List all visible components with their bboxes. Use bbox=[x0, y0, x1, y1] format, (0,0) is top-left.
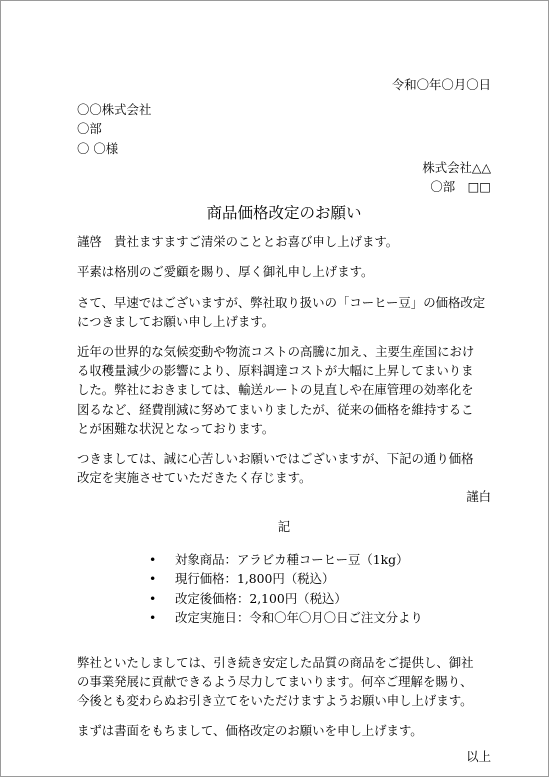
recipient-person: 〇 〇様 bbox=[77, 140, 119, 156]
letter-title: 商品価格改定のお願い bbox=[206, 204, 362, 223]
recipient-company: 〇〇株式会社 bbox=[77, 102, 152, 118]
list-item: • 改定実施日：令和〇年〇月〇日ご注文分より bbox=[149, 608, 491, 628]
paragraph-line: につきましてお願い申し上げます。 bbox=[77, 313, 275, 329]
recipient-block bbox=[77, 100, 491, 158]
item-list bbox=[77, 550, 491, 628]
greeting-line: 謹啓 貴社ますますご清栄のこととお喜び申し上げます。 bbox=[77, 234, 399, 250]
followup-paragraph bbox=[77, 653, 491, 711]
paragraph-line: とが困難な状況となっております。 bbox=[77, 420, 275, 436]
paragraph-line: 改定を実施させていただきたく存じます。 bbox=[77, 470, 312, 486]
list-item: • 改定後価格：2,100円（税込） bbox=[149, 589, 491, 609]
paragraph-line: 近年の世界的な気候変動や物流コストの高騰に加え、主要生産国におけ bbox=[77, 344, 475, 360]
paragraph-line: つきましては、誠に心苦しいお願いではございますが、下記の通り価格 bbox=[77, 451, 474, 467]
record-heading: 記 bbox=[277, 518, 291, 534]
recipient-department: 〇部 bbox=[77, 121, 102, 137]
letter-body bbox=[77, 75, 491, 766]
letter-date: 令和〇年〇月〇日 bbox=[391, 77, 491, 92]
request-paragraph bbox=[77, 449, 491, 487]
end-word: 以上 bbox=[466, 748, 491, 764]
paragraph-line: した。弊社におきましては、輸送ルートの見直しや在庫管理の効率化を bbox=[77, 382, 474, 398]
sender-block bbox=[77, 158, 491, 196]
sender-company: 株式会社△△ bbox=[422, 159, 491, 175]
paragraph-line: さて、早速ではございますが、弊社取り扱いの「コーヒー豆」の価格改定 bbox=[77, 294, 486, 310]
paragraph-line: る収穫量減少の影響により、原料調達コストが大幅に上昇してまいりま bbox=[77, 363, 474, 379]
list-item: • 対象商品：アラビカ種コーヒー豆（1kg） bbox=[149, 550, 491, 570]
reason-paragraph bbox=[77, 342, 491, 438]
paragraph-line: 図るなど、経費削減に努めてまいりましたが、従来の価格を維持するこ bbox=[77, 401, 474, 417]
intro-paragraph bbox=[77, 293, 491, 331]
list-item: • 現行価格：1,800円（税込） bbox=[149, 569, 491, 589]
sender-department-person: 〇部 □□ bbox=[430, 179, 491, 195]
paragraph-line: 今後とも変わらぬお引き立てをいただけますようお願い申し上げます。 bbox=[77, 693, 473, 709]
closing-word: 謹白 bbox=[466, 489, 491, 505]
final-line: まずは書面をもちまして、価格改定のお願いを申し上げます。 bbox=[77, 723, 423, 739]
paragraph-line: の事業発展に貢献できるよう尽力してまいります。何卒ご理解を賜り、 bbox=[77, 674, 473, 690]
thanks-line: 平素は格別のご愛顧を賜り、厚く御礼申し上げます。 bbox=[77, 264, 374, 280]
paragraph-line: 弊社といたしましては、引き続き安定した品質の商品をご提供し、御社 bbox=[77, 654, 474, 670]
